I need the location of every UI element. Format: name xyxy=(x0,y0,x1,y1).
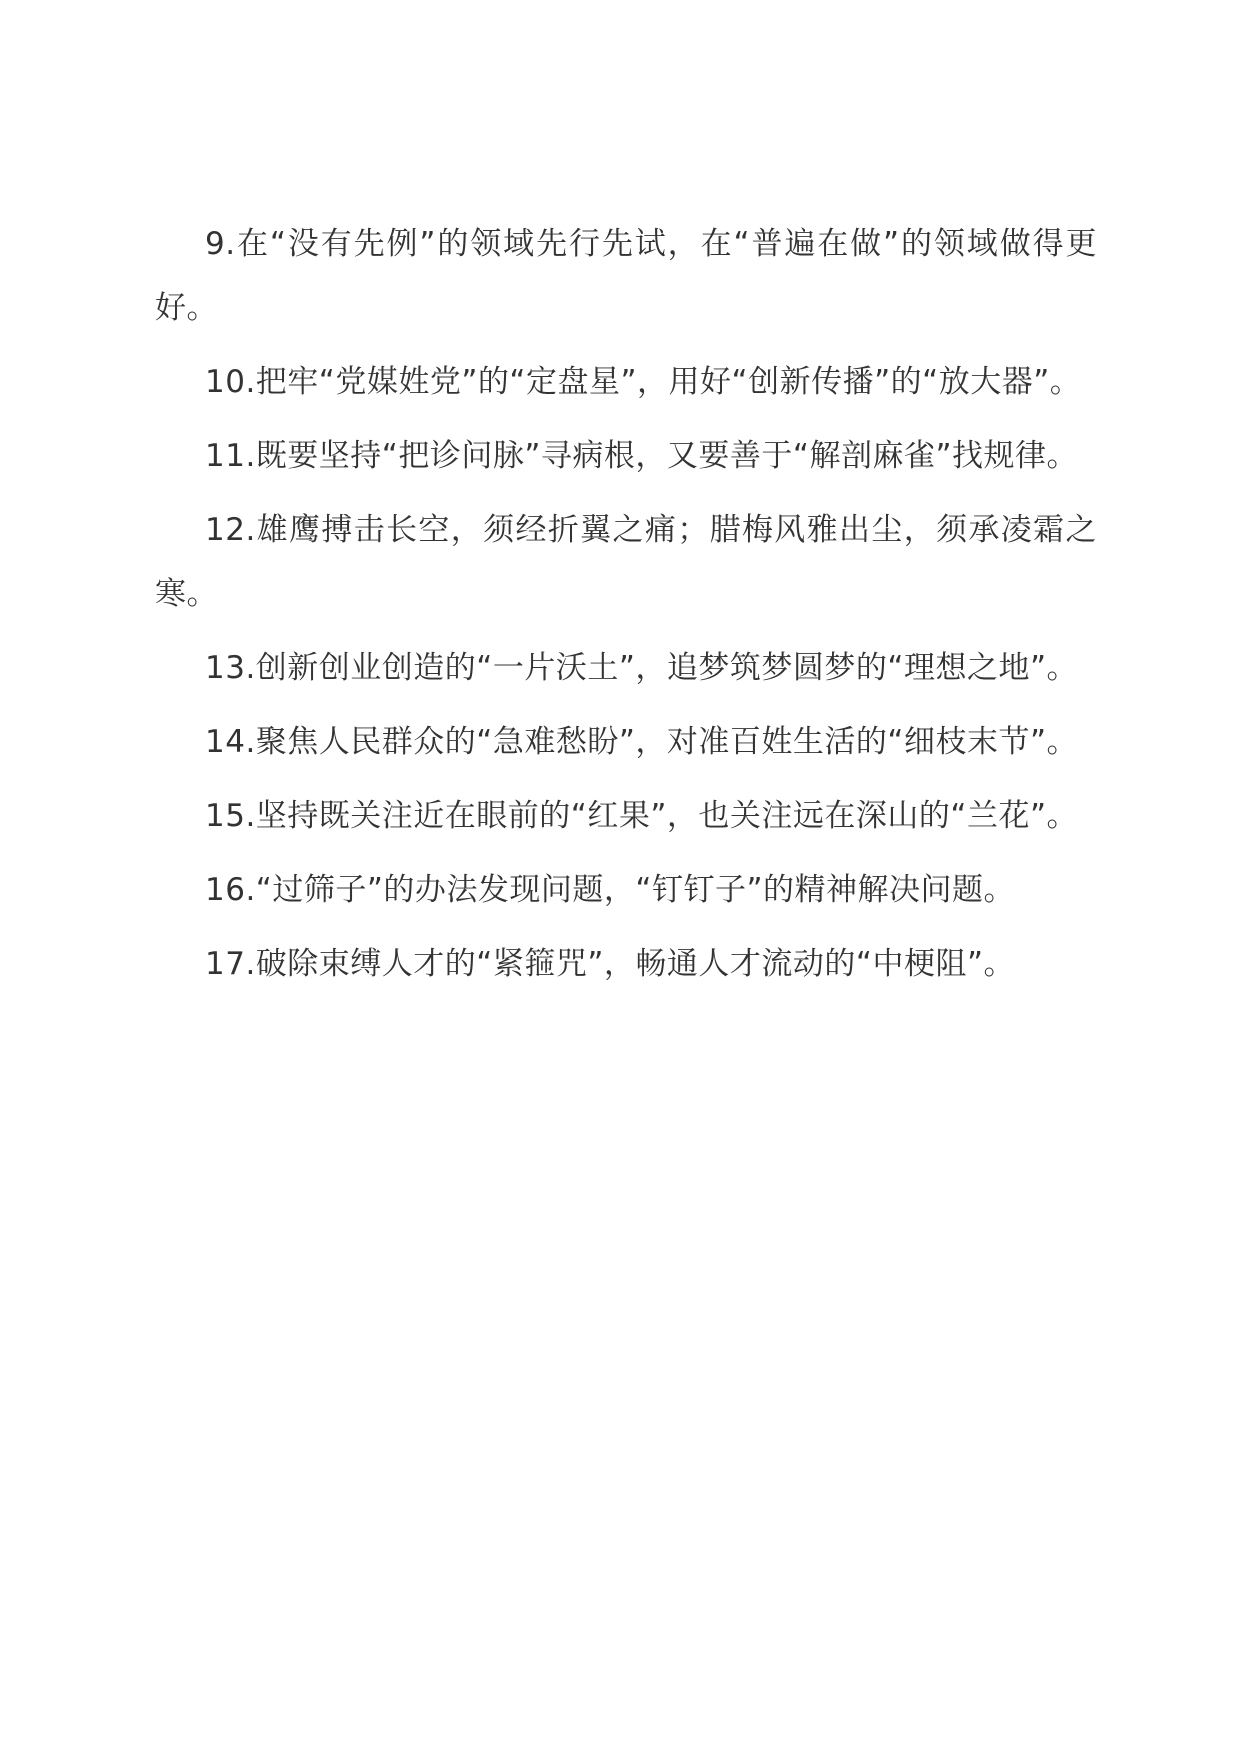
paragraph-17: 17.破除束缚人才的“紧箍咒”，畅通人才流动的“中梗阻”。 xyxy=(205,946,1016,982)
paragraph-16: 16.“过筛子”的办法发现问题，“钉钉子”的精神解决问题。 xyxy=(205,872,1016,908)
paragraph-11: 11.既要坚持“把诊问脉”寻病根，又要善于“解剖麻雀”找规律。 xyxy=(205,438,1079,474)
paragraph-13: 13.创新创业创造的“一片沃土”，追梦筑梦圆梦的“理想之地”。 xyxy=(205,650,1079,686)
paragraph-9: 9.在“没有先例”的领域先行先试，在“普遍在做”的领域做得更好。 xyxy=(155,226,1097,326)
paragraph-15: 15.坚持既关注近在眼前的“红果”，也关注远在深山的“兰花”。 xyxy=(205,798,1079,834)
paragraph-12: 12.雄鹰搏击长空，须经折翼之痛；腊梅风雅出尘，须承凌霜之寒。 xyxy=(155,512,1097,612)
document-body xyxy=(155,212,1097,1006)
paragraph-10: 10.把牢“党媒姓党”的“定盘星”，用好“创新传播”的“放大器”。 xyxy=(205,364,1082,400)
paragraph-14: 14.聚焦人民群众的“急难愁盼”，对准百姓生活的“细枝末节”。 xyxy=(205,724,1079,760)
